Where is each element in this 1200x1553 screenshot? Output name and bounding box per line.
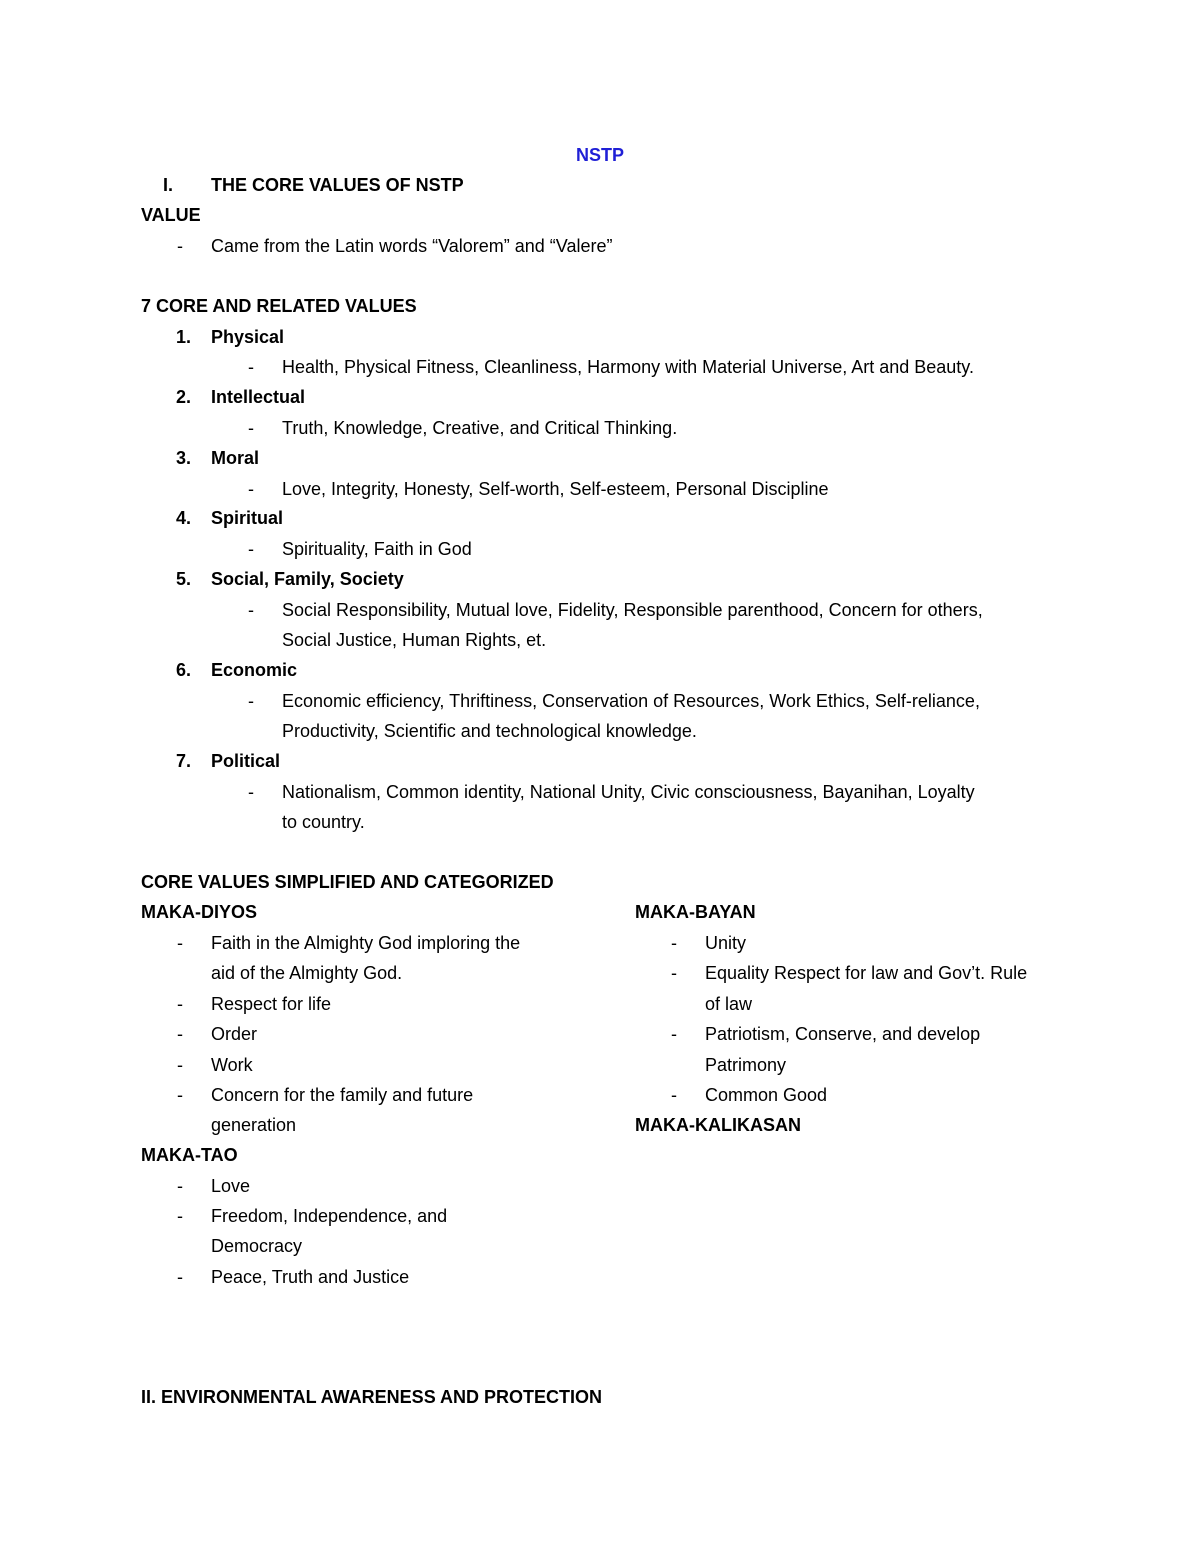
core-value-description-line: Social Responsibility, Mutual love, Fidelity, Responsible parenthood, Concern for others, bbox=[282, 600, 983, 620]
core-value-name: Moral bbox=[211, 448, 260, 468]
core-value-name: Political bbox=[211, 751, 281, 771]
bullet-dash: - bbox=[177, 933, 183, 953]
value-definition: Came from the Latin words “Valorem” and “Valere” bbox=[211, 236, 613, 256]
categorized-heading: CORE VALUES SIMPLIFIED AND CATEGORIZED bbox=[141, 872, 554, 892]
list-item-line: Respect for life bbox=[211, 994, 332, 1014]
core-value-name: Economic bbox=[211, 660, 298, 680]
bullet-dash: - bbox=[671, 1085, 677, 1105]
core-value-description-line: Economic efficiency, Thriftiness, Conservation of Resources, Work Ethics, Self-reliance, bbox=[282, 691, 980, 711]
core-value-description-line: Nationalism, Common identity, National Unity, Civic consciousness, Bayanihan, Loyalty bbox=[282, 782, 975, 802]
core-value-number: 2. bbox=[176, 387, 192, 407]
maka-bayan-heading: MAKA-BAYAN bbox=[635, 902, 756, 922]
core-value-description: Truth, Knowledge, Creative, and Critical Thinking. bbox=[282, 418, 678, 438]
core-value-description-line: Productivity, Scientific and technological knowledge. bbox=[282, 721, 697, 741]
list-item-line: Democracy bbox=[211, 1236, 303, 1256]
core-value-number: 6. bbox=[176, 660, 192, 680]
core-values-heading: 7 CORE AND RELATED VALUES bbox=[141, 296, 417, 316]
value-heading: VALUE bbox=[141, 205, 201, 225]
bullet-dash: - bbox=[248, 539, 254, 559]
bullet-dash: - bbox=[177, 1267, 183, 1287]
bullet-dash: - bbox=[248, 479, 254, 499]
core-value-number: 7. bbox=[176, 751, 192, 771]
bullet-dash: - bbox=[248, 782, 254, 802]
maka-kalikasan-heading: MAKA-KALIKASAN bbox=[635, 1115, 801, 1135]
core-value-name: Intellectual bbox=[211, 387, 306, 407]
list-item-line: Common Good bbox=[705, 1085, 828, 1105]
core-value-description: Love, Integrity, Honesty, Self-worth, Self-esteem, Personal Discipline bbox=[282, 479, 829, 499]
list-item-line: Order bbox=[211, 1024, 258, 1044]
list-item-line: of law bbox=[705, 994, 753, 1014]
bullet-dash: - bbox=[671, 963, 677, 983]
core-value-number: 3. bbox=[176, 448, 192, 468]
list-item-line: Concern for the family and future bbox=[211, 1085, 474, 1105]
core-value-number: 4. bbox=[176, 508, 192, 528]
section-2-heading: II. ENVIRONMENTAL AWARENESS AND PROTECTION bbox=[141, 1387, 603, 1407]
list-item-line: generation bbox=[211, 1115, 297, 1135]
bullet-dash: - bbox=[177, 1055, 183, 1075]
bullet-dash: - bbox=[248, 600, 254, 620]
core-value-name: Social, Family, Society bbox=[211, 569, 404, 589]
list-item-line: aid of the Almighty God. bbox=[211, 963, 403, 983]
core-value-name: Physical bbox=[211, 327, 285, 347]
list-item-line: Work bbox=[211, 1055, 253, 1075]
core-value-description: Spirituality, Faith in God bbox=[282, 539, 472, 559]
core-value-description: Health, Physical Fitness, Cleanliness, Harmony with Material Universe, Art and Beauty. bbox=[282, 357, 974, 377]
section-numeral: I. bbox=[163, 175, 174, 195]
list-item-line: Unity bbox=[705, 933, 747, 953]
core-value-description-line: to country. bbox=[282, 812, 365, 832]
bullet-dash: - bbox=[177, 1206, 183, 1226]
document-title: NSTP bbox=[575, 145, 624, 165]
bullet-dash: - bbox=[671, 1024, 677, 1044]
list-item-line: Patrimony bbox=[705, 1055, 787, 1075]
bullet-dash: - bbox=[177, 1176, 183, 1196]
bullet-dash: - bbox=[177, 994, 183, 1014]
section-heading: THE CORE VALUES OF NSTP bbox=[211, 175, 464, 195]
bullet-dash: - bbox=[248, 357, 254, 377]
maka-diyos-heading: MAKA-DIYOS bbox=[141, 902, 257, 922]
bullet-dash: - bbox=[177, 1024, 183, 1044]
list-item-line: Love bbox=[211, 1176, 251, 1196]
core-value-number: 5. bbox=[176, 569, 192, 589]
list-item-line: Freedom, Independence, and bbox=[211, 1206, 448, 1226]
core-value-name: Spiritual bbox=[211, 508, 284, 528]
bullet-dash: - bbox=[177, 1085, 183, 1105]
bullet-dash: - bbox=[177, 236, 183, 256]
list-item-line: Peace, Truth and Justice bbox=[211, 1267, 410, 1287]
maka-tao-heading: MAKA-TAO bbox=[141, 1145, 238, 1165]
list-item-line: Faith in the Almighty God imploring the bbox=[211, 933, 521, 953]
bullet-dash: - bbox=[671, 933, 677, 953]
core-value-number: 1. bbox=[176, 327, 192, 347]
list-item-line: Patriotism, Conserve, and develop bbox=[705, 1024, 981, 1044]
bullet-dash: - bbox=[248, 691, 254, 711]
bullet-dash: - bbox=[248, 418, 254, 438]
list-item-line: Equality Respect for law and Gov’t. Rule bbox=[705, 963, 1028, 983]
core-value-description-line: Social Justice, Human Rights, et. bbox=[282, 630, 547, 650]
